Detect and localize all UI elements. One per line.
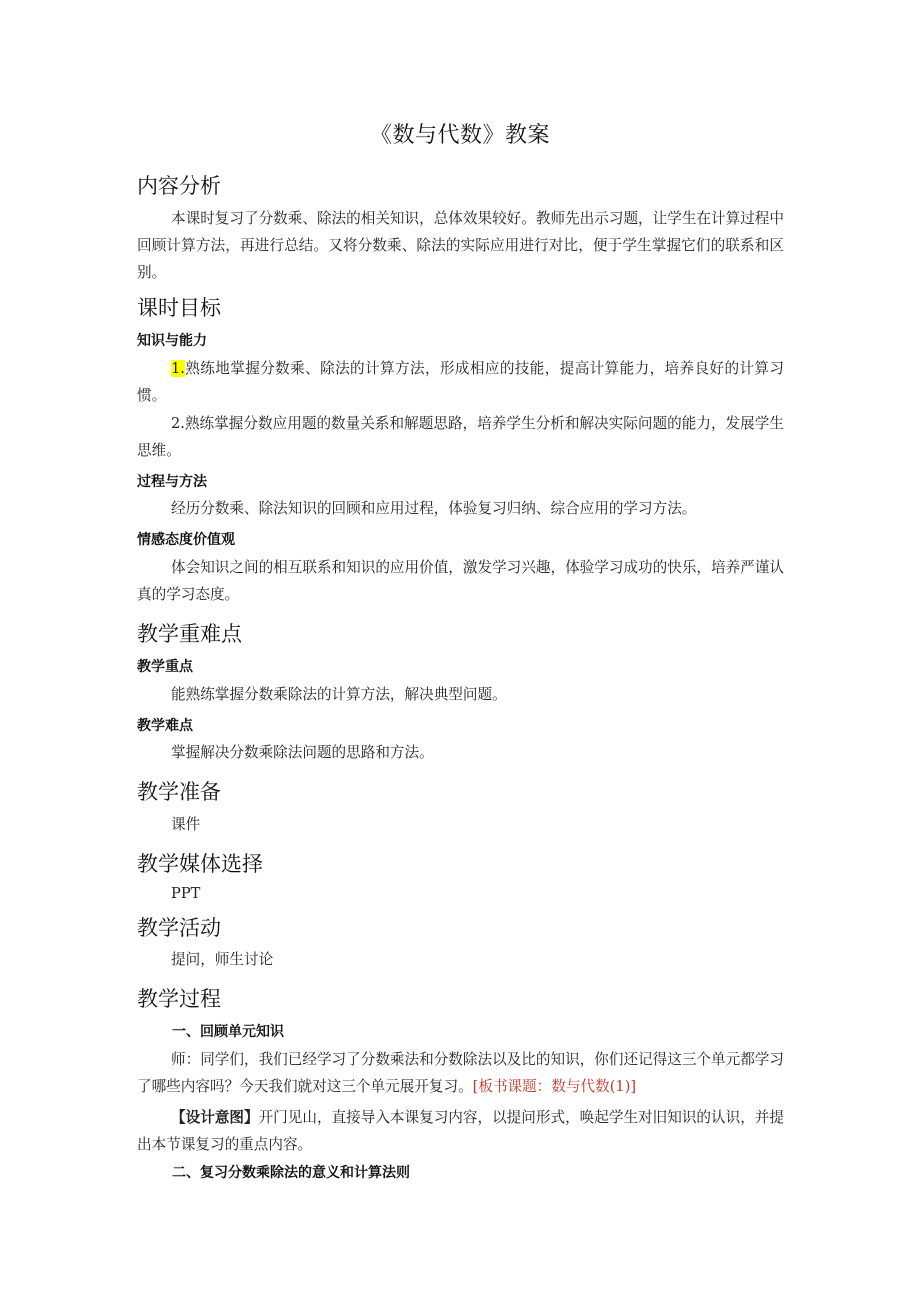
- difficulty-text: 掌握解决分数乘除法问题的思路和方法。: [171, 744, 434, 761]
- step-1-body: 师：同学们，我们已经学习了分数乘法和分数除法以及比的知识，你们还记得这三个单元都学习了哪些内容吗？今天我们就对这三个单元展开复习。: [137, 1051, 784, 1095]
- highlighted-number: 1.: [171, 360, 185, 377]
- objective-item-2: 2.熟练掌握分数应用题的数量关系和解题思路，培养学生分析和解决实际问题的能力，发展学生思维。: [137, 415, 784, 459]
- subheading-step-1: 一、回顾单元知识: [172, 1024, 284, 1040]
- design-intent: [137, 1104, 784, 1158]
- content-analysis-text: 本课时复习了分数乘、除法的相关知识，总体效果较好。教师先出示习题，让学生在计算过程中回顾计算方法，再进行总结。又将分数乘、除法的实际应用进行对比，便于学生掌握它们的联系和区别。: [137, 210, 784, 281]
- emotion-text: 体会知识之间的相互联系和知识的应用价值，激发学习兴趣，体验学习成功的快乐，培养严谨认真的学习态度。: [137, 559, 784, 603]
- design-intent-label: 【设计意图】: [171, 1109, 259, 1126]
- heading-process: 教学过程: [137, 987, 221, 1011]
- subheading-knowledge: 知识与能力: [137, 333, 207, 349]
- subheading-emotion: 情感态度价值观: [137, 532, 235, 548]
- subheading-focus: 教学重点: [137, 659, 193, 675]
- heading-objectives: 课时目标: [137, 296, 221, 320]
- heading-content-analysis: 内容分析: [137, 174, 221, 198]
- subheading-difficulty: 教学难点: [137, 718, 193, 734]
- heading-media: 教学媒体选择: [137, 852, 263, 876]
- activity-text: 提问，师生讨论: [171, 951, 274, 968]
- objective-item-1: [137, 355, 784, 409]
- focus-text: 能熟练掌握分数乘除法的计算方法，解决典型问题。: [171, 686, 507, 703]
- subheading-step-2: 二、复习分数乘除法的意义和计算法则: [172, 1165, 410, 1181]
- design-intent-text: 开门见山，直接导入本课复习内容，以提问形式，唤起学生对旧知识的认识，并提出本节课复习的重点内容。: [137, 1109, 784, 1153]
- objective-item-1-text: 熟练地掌握分数乘、除法的计算方法，形成相应的技能，提高计算能力，培养良好的计算习惯。: [137, 360, 784, 404]
- subheading-process: 过程与方法: [137, 474, 207, 490]
- process-text: 经历分数乘、除法知识的回顾和应用过程，体验复习归纳、综合应用的学习方法。: [171, 500, 697, 517]
- heading-key-points: 教学重难点: [137, 622, 242, 646]
- media-text: PPT: [171, 885, 201, 902]
- step-1-text: [137, 1046, 784, 1100]
- preparation-text: 课件: [171, 816, 201, 833]
- heading-preparation: 教学准备: [137, 780, 221, 804]
- document-title: 《数与代数》教案: [369, 123, 550, 148]
- heading-activity: 教学活动: [137, 916, 221, 940]
- board-title-ref: [板书课题：数与代数(1)]: [472, 1078, 637, 1095]
